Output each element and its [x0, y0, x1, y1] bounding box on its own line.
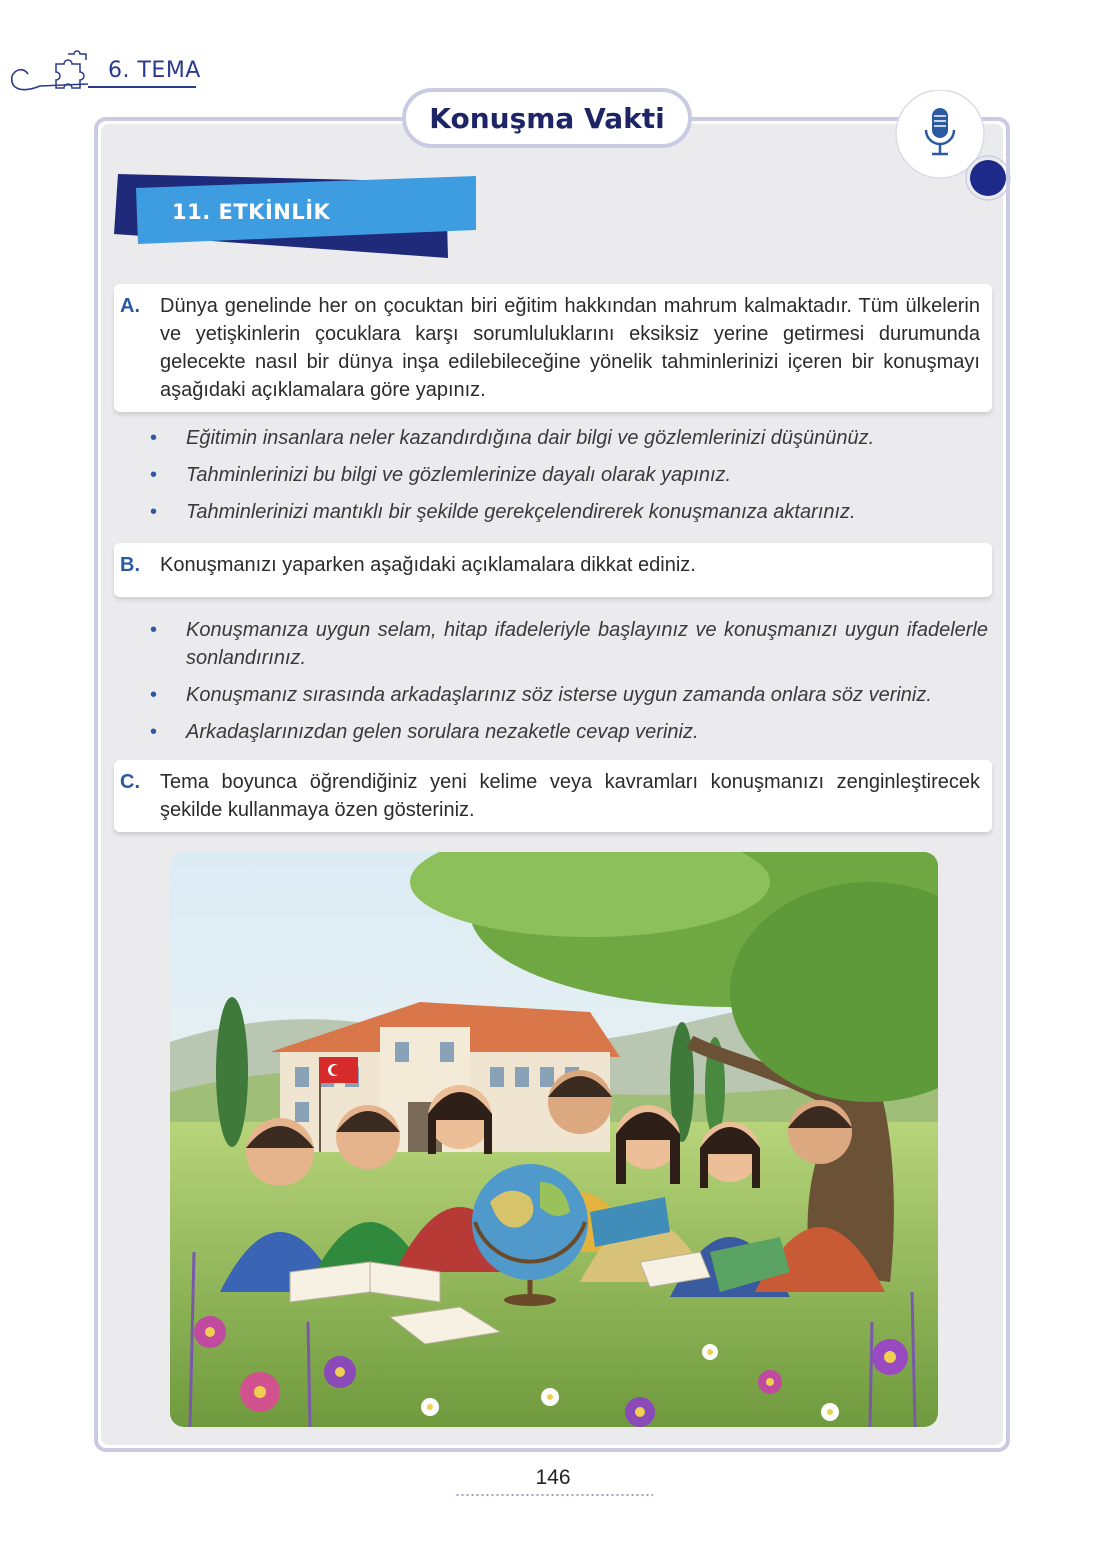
children-reading-under-tree-illustration	[170, 852, 938, 1427]
bullet-list-a	[148, 424, 988, 535]
list-item: • Tahminlerinizi mantıklı bir şekilde gerekçelendirerek konuşmanıza aktarınız.	[148, 498, 988, 526]
section-title: Konuşma Vakti	[402, 88, 692, 148]
activity-label: 11. ETKİNLİK	[172, 200, 331, 224]
section-label-c: C.	[120, 771, 140, 793]
section-label-a: A.	[120, 295, 140, 317]
list-item: • Tahminlerinizi bu bilgi ve gözlemlerinize dayalı olarak yapınız.	[148, 461, 988, 489]
list-item: • Konuşmanıza uygun selam, hitap ifadeleriyle başlayınız ve konuşmanızı uygun ifadelerle sonlandırınız.	[148, 616, 988, 672]
section-text-a: Dünya genelinde her on çocuktan biri eğitim hakkından mahrum kalmaktadır. Tüm ülkelerin ve yetişkinlerin çocuklara karşı sorumluluklarını eksiksiz yerine getirmesi durumunda gelecekte nasıl bir dünya inşa edilebileceğine yönelik tahminlerinizi içeren bir konuşmayı aşağıdaki açıklamalara göre yapınız.	[160, 295, 980, 401]
microphone-badge	[880, 90, 1020, 210]
section-text-c: Tema boyunca öğrendiğiniz yeni kelime veya kavramları konuşmanızı zenginleştirecek şekilde kullanmaya özen gösteriniz.	[160, 771, 980, 821]
section-text-b: Konuşmanızı yaparken aşağıdaki açıklamalara dikkat ediniz.	[160, 554, 696, 576]
theme-underline	[88, 86, 196, 88]
page-number-dots	[455, 1493, 653, 1497]
instruction-card-a	[114, 284, 992, 412]
puzzle-icon	[56, 51, 86, 88]
bullet-list-b	[148, 616, 988, 755]
page-number: 146	[535, 1466, 571, 1489]
instruction-card-b	[114, 543, 992, 597]
section-label-b: B.	[120, 554, 140, 576]
list-item: • Arkadaşlarınızdan gelen sorulara nezaketle cevap veriniz.	[148, 718, 988, 746]
theme-label: 6. TEMA	[108, 58, 201, 83]
list-item: • Konuşmanız sırasında arkadaşlarınız söz isterse uygun zamanda onlara söz veriniz.	[148, 681, 988, 709]
list-item: • Eğitimin insanlara neler kazandırdığına dair bilgi ve gözlemlerinizi düşününüz.	[148, 424, 988, 452]
instruction-card-c	[114, 760, 992, 832]
